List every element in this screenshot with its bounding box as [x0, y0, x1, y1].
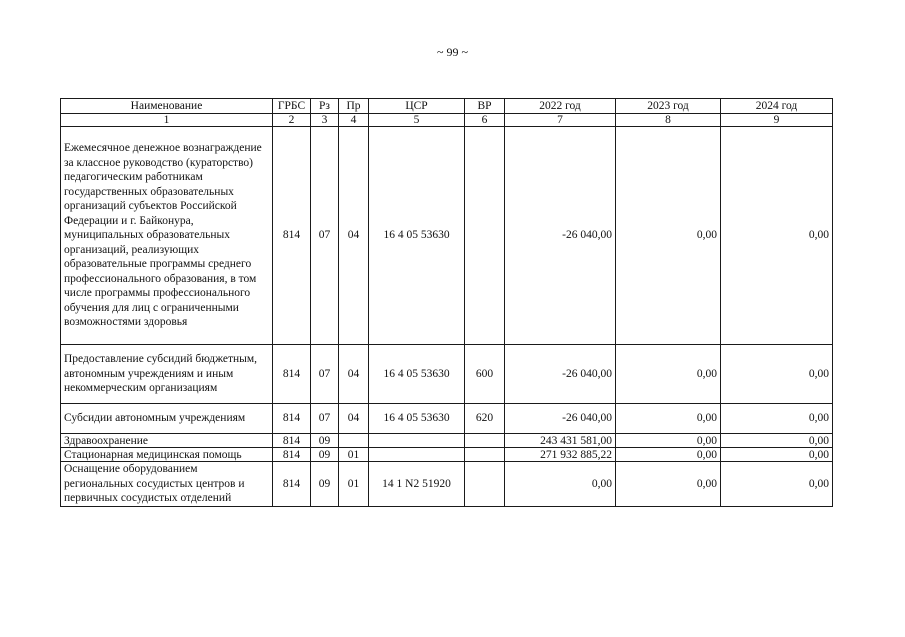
row-2023: 0,00	[616, 345, 721, 404]
row-grbs: 814	[273, 345, 311, 404]
row-2022: -26 040,00	[505, 345, 616, 404]
row-name: Здравоохранение	[61, 434, 273, 448]
row-csr	[369, 448, 465, 462]
table-row	[61, 127, 833, 345]
header-name: Наименование	[61, 99, 273, 114]
row-2023: 0,00	[616, 462, 721, 507]
column-number: 9	[721, 114, 833, 127]
row-2024: 0,00	[721, 462, 833, 507]
row-rz: 07	[311, 127, 339, 345]
row-pr: 04	[339, 404, 369, 434]
column-number-row	[61, 114, 833, 127]
row-csr: 16 4 05 53630	[369, 404, 465, 434]
row-2023: 0,00	[616, 404, 721, 434]
row-2023: 0,00	[616, 434, 721, 448]
header-2024: 2024 год	[721, 99, 833, 114]
row-grbs: 814	[273, 462, 311, 507]
row-csr: 16 4 05 53630	[369, 345, 465, 404]
row-vr: 600	[465, 345, 505, 404]
row-rz: 07	[311, 345, 339, 404]
header-rz: Рз	[311, 99, 339, 114]
row-csr: 14 1 N2 51920	[369, 462, 465, 507]
row-2022: -26 040,00	[505, 404, 616, 434]
page-number: ~ 99 ~	[437, 45, 468, 59]
row-csr	[369, 434, 465, 448]
column-number: 7	[505, 114, 616, 127]
row-2024: 0,00	[721, 345, 833, 404]
row-name: Субсидии автономным учреждениям	[61, 404, 273, 434]
header-csr: ЦСР	[369, 99, 465, 114]
row-2024: 0,00	[721, 434, 833, 448]
row-pr: 04	[339, 345, 369, 404]
header-2022: 2022 год	[505, 99, 616, 114]
table-row	[61, 404, 833, 434]
column-number: 4	[339, 114, 369, 127]
row-vr	[465, 462, 505, 507]
row-pr: 01	[339, 448, 369, 462]
row-2022: 243 431 581,00	[505, 434, 616, 448]
row-2023: 0,00	[616, 448, 721, 462]
row-vr	[465, 127, 505, 345]
row-pr	[339, 434, 369, 448]
row-vr	[465, 448, 505, 462]
row-name: Предоставление субсидий бюджетным, автономным учреждениям и иным некоммерческим организациям	[61, 345, 273, 404]
row-grbs: 814	[273, 434, 311, 448]
row-pr: 04	[339, 127, 369, 345]
table-row	[61, 345, 833, 404]
row-2022: 271 932 885,22	[505, 448, 616, 462]
row-2023: 0,00	[616, 127, 721, 345]
row-grbs: 814	[273, 127, 311, 345]
row-name: Оснащение оборудованием региональных сосудистых центров и первичных сосудистых отделений	[61, 462, 273, 507]
row-grbs: 814	[273, 404, 311, 434]
column-number: 8	[616, 114, 721, 127]
row-pr: 01	[339, 462, 369, 507]
header-vr: ВР	[465, 99, 505, 114]
row-rz: 09	[311, 462, 339, 507]
header-2023: 2023 год	[616, 99, 721, 114]
row-rz: 09	[311, 434, 339, 448]
column-number: 1	[61, 114, 273, 127]
row-2022: 0,00	[505, 462, 616, 507]
table-row	[61, 434, 833, 448]
row-vr	[465, 434, 505, 448]
row-rz: 07	[311, 404, 339, 434]
table-row	[61, 448, 833, 462]
column-number: 5	[369, 114, 465, 127]
row-csr: 16 4 05 53630	[369, 127, 465, 345]
column-number: 6	[465, 114, 505, 127]
row-vr: 620	[465, 404, 505, 434]
row-rz: 09	[311, 448, 339, 462]
header-row	[61, 99, 833, 114]
header-pr: Пр	[339, 99, 369, 114]
row-2022: -26 040,00	[505, 127, 616, 345]
row-2024: 0,00	[721, 404, 833, 434]
row-2024: 0,00	[721, 448, 833, 462]
budget-table	[60, 98, 833, 507]
column-number: 2	[273, 114, 311, 127]
row-name: Стационарная медицинская помощь	[61, 448, 273, 462]
table-row	[61, 462, 833, 507]
column-number: 3	[311, 114, 339, 127]
row-grbs: 814	[273, 448, 311, 462]
header-grbs: ГРБС	[273, 99, 311, 114]
row-name: Ежемесячное денежное вознаграждение за классное руководство (кураторство) педагогическим работникам государственных образовательных организаций субъектов Российской Федерации и г. Байконура, муниципальных образовательных организаций, реализующих образовательные программы среднего профессионального образования, в том числе программы профессионального обучения для лиц с ограниченными возможностями здоровья	[61, 127, 273, 345]
row-2024: 0,00	[721, 127, 833, 345]
